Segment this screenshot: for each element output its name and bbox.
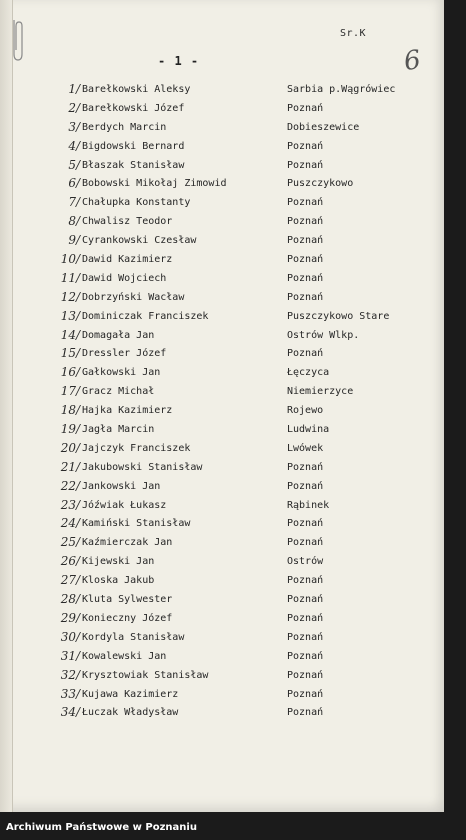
entry-number: 12/: [60, 289, 80, 304]
entry-place: Poznań: [287, 461, 324, 473]
entry-number: 16/: [60, 365, 80, 380]
entry-name: Kaźmierczak Jan: [82, 537, 173, 549]
entry-name: Kowalewski Jan: [82, 650, 167, 662]
entry-name: Jakubowski Stanisław: [82, 461, 203, 473]
list-item: [0, 514, 444, 533]
list-item: [0, 307, 444, 326]
list-item: [0, 571, 444, 590]
entry-name: Cyrankowski Czesław: [82, 235, 197, 247]
entry-number: 11/: [60, 270, 80, 285]
entry-place: Poznań: [287, 216, 324, 228]
entry-number: 1/: [68, 82, 80, 96]
entry-place: Poznań: [287, 707, 324, 719]
entry-place: Poznań: [287, 348, 324, 360]
entry-name: Kloska Jakub: [82, 575, 155, 587]
entry-name: Gałkowski Jan: [82, 367, 161, 379]
entry-number: 25/: [60, 535, 80, 550]
page-number: - 1 -: [158, 54, 200, 68]
entry-name: Jajczyk Franciszek: [82, 442, 191, 454]
entry-number: 28/: [60, 592, 80, 607]
entry-place: Poznań: [287, 197, 324, 209]
list-item: [0, 552, 444, 571]
entry-place: Dobieszewice: [287, 121, 360, 133]
entry-place: Sarbia p.Wągrówiec: [287, 84, 396, 95]
entry-place: Ostrów: [287, 556, 324, 568]
list-item: [0, 420, 444, 439]
entry-number: 32/: [60, 667, 80, 682]
entry-place: Poznań: [287, 291, 324, 303]
entry-place: Poznań: [287, 140, 324, 152]
entry-number: 14/: [60, 327, 80, 342]
entry-name: Bobowski Mikołaj Zimowid: [82, 178, 227, 190]
list-item: [0, 628, 444, 647]
entry-name: Jankowski Jan: [82, 480, 161, 492]
entry-number: 31/: [60, 648, 80, 663]
list-item: [0, 137, 444, 156]
entry-number: 10/: [60, 252, 80, 267]
list-item: [0, 344, 444, 363]
list-item: [0, 439, 444, 458]
entry-number: 20/: [60, 440, 80, 455]
list-item: [0, 326, 444, 345]
entry-name: Krysztowiak Stanisław: [82, 669, 209, 681]
archive-name: Archiwum Państwowe w Poznaniu: [6, 822, 197, 833]
list-item: [0, 685, 444, 704]
entry-number: 15/: [60, 346, 80, 361]
entry-name: Hajka Kazimierz: [82, 405, 173, 417]
list-item: [0, 80, 444, 99]
entry-number: 30/: [60, 629, 80, 644]
entry-place: Poznań: [287, 631, 324, 643]
entry-name: Dressler Józef: [82, 348, 167, 360]
archive-footer: [0, 816, 466, 840]
entry-name: Dawid Kazimierz: [82, 254, 173, 266]
entry-name: Dobrzyński Wacław: [82, 291, 185, 303]
entry-number: 5/: [68, 157, 80, 172]
entry-name: Jagła Marcin: [82, 424, 155, 436]
list-item: [0, 250, 444, 269]
entry-place: Poznań: [287, 594, 324, 606]
entry-number: 8/: [68, 214, 80, 229]
entry-number: 27/: [60, 573, 80, 588]
list-item: [0, 193, 444, 212]
entry-number: 4/: [68, 138, 80, 153]
entry-name: Dominiczak Franciszek: [82, 310, 209, 322]
entry-number: 6/: [68, 176, 80, 191]
list-item: [0, 156, 444, 175]
entry-name: Kijewski Jan: [82, 556, 155, 568]
entry-place: Poznań: [287, 102, 324, 114]
entry-number: 7/: [68, 195, 80, 210]
entry-name: Bigdowski Bernard: [82, 140, 185, 152]
entry-number: 23/: [60, 497, 80, 512]
entry-name: Dawid Wojciech: [82, 272, 167, 284]
entry-name: Konieczny Józef: [82, 612, 173, 624]
entry-place: Poznań: [287, 254, 324, 266]
entry-place: Poznań: [287, 159, 324, 171]
list-item: [0, 231, 444, 250]
entry-number: 19/: [60, 422, 80, 437]
entry-name: Berdych Marcin: [82, 121, 167, 133]
list-item: [0, 666, 444, 685]
list-item: [0, 496, 444, 515]
entry-name: Błaszak Stanisław: [82, 159, 185, 171]
entry-number: 34/: [60, 705, 80, 720]
entry-number: 33/: [60, 686, 80, 701]
entry-place: Rąbinek: [287, 499, 330, 511]
entry-place: Poznań: [287, 688, 324, 700]
list-item: [0, 174, 444, 193]
entry-name: Chwalisz Teodor: [82, 216, 173, 228]
list-item: [0, 382, 444, 401]
entry-name: Kamiński Stanisław: [82, 518, 191, 530]
entry-place: Rojewo: [287, 405, 324, 417]
entry-name: Gracz Michał: [82, 386, 155, 398]
list-item: [0, 118, 444, 137]
entry-number: 21/: [60, 459, 80, 474]
list-item: [0, 458, 444, 477]
entry-place: Lwówek: [287, 442, 324, 454]
entry-number: 22/: [60, 478, 80, 493]
entry-number: 24/: [60, 516, 80, 531]
entry-place: Poznań: [287, 272, 324, 284]
entry-place: Poznań: [287, 537, 324, 549]
entry-number: 26/: [60, 554, 80, 569]
folio-number: 6: [401, 44, 423, 78]
list-item: [0, 212, 444, 231]
entry-name: Kujawa Kazimierz: [82, 688, 179, 700]
list-item: [0, 363, 444, 382]
entry-place: Poznań: [287, 518, 324, 530]
entry-place: Poznań: [287, 612, 324, 624]
entry-place: Poznań: [287, 235, 324, 247]
list-item: [0, 99, 444, 118]
entry-number: 18/: [60, 403, 80, 418]
entry-name: Domagała Jan: [82, 329, 155, 341]
entry-name: Barełkowski Aleksy: [82, 84, 191, 95]
entry-name: Kordyla Stanisław: [82, 631, 185, 643]
entry-name: Łuczak Władysław: [82, 707, 179, 719]
list-item: [0, 533, 444, 552]
entry-name: Jóźwiak Łukasz: [82, 499, 167, 511]
entry-place: Poznań: [287, 650, 324, 662]
entry-number: 13/: [60, 308, 80, 323]
list-item: [0, 647, 444, 666]
list-item: [0, 609, 444, 628]
list-item: [0, 401, 444, 420]
list-item: [0, 269, 444, 288]
entry-number: 9/: [68, 233, 80, 248]
entry-number: 29/: [60, 610, 80, 625]
list-item: [0, 703, 444, 722]
entry-name: Kluta Sylwester: [82, 594, 173, 606]
reference-mark: Sr.K: [340, 28, 367, 39]
entry-place: Poznań: [287, 575, 324, 587]
entry-place: Niemierzyce: [287, 386, 354, 398]
name-list: [0, 80, 444, 722]
paper-clip-icon: [10, 18, 24, 62]
entry-name: Barełkowski Józef: [82, 102, 185, 114]
entry-place: Poznań: [287, 669, 324, 681]
entry-place: Ostrów Wlkp.: [287, 329, 360, 341]
list-item: [0, 288, 444, 307]
entry-number: 2/: [68, 100, 80, 115]
entry-number: 17/: [60, 384, 80, 399]
entry-name: Chałupka Konstanty: [82, 197, 191, 209]
entry-place: Ludwina: [287, 424, 330, 436]
entry-place: Puszczykowo: [287, 178, 354, 190]
entry-place: Poznań: [287, 480, 324, 492]
entry-number: 3/: [68, 119, 80, 134]
list-item: [0, 477, 444, 496]
entry-place: Łęczyca: [287, 367, 330, 379]
list-item: [0, 590, 444, 609]
entry-place: Puszczykowo Stare: [287, 310, 390, 322]
